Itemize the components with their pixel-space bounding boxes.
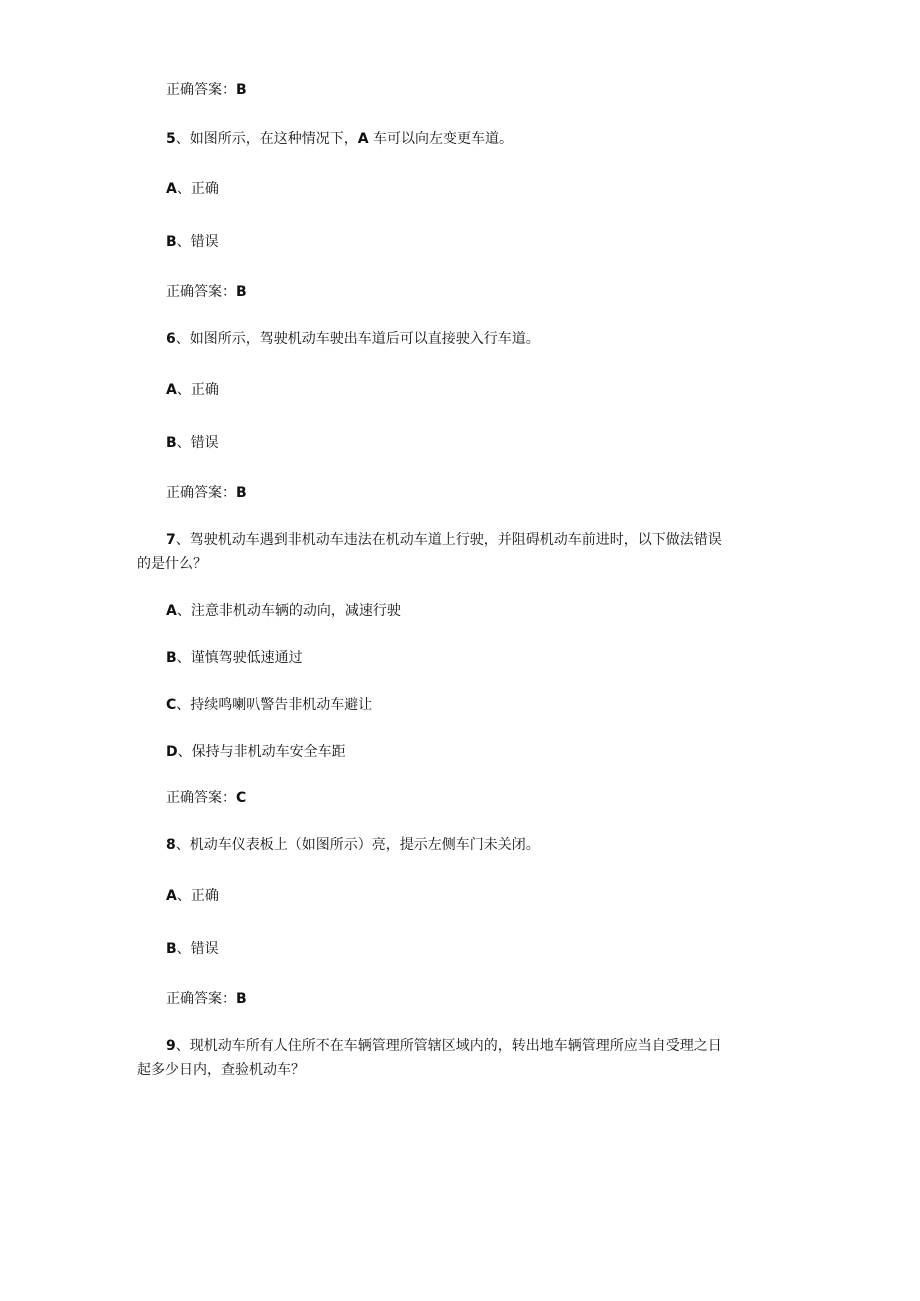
question-text: 起多少日内，查验机动车？ (137, 1062, 305, 1078)
option-letter: B (166, 435, 177, 451)
answer-letter: B (236, 82, 247, 98)
separator: 、 (175, 131, 190, 147)
question-8 (166, 835, 540, 855)
answer-line (166, 80, 247, 100)
separator: 、 (176, 234, 191, 250)
option-letter: B (166, 650, 177, 666)
answer-label: 正确答案： (166, 991, 236, 1007)
question-5 (166, 129, 513, 149)
option-a (166, 380, 219, 400)
option-letter: A (166, 181, 177, 197)
option-a (166, 179, 219, 199)
separator: 、 (176, 603, 191, 619)
question-9 (166, 1036, 722, 1056)
separator: 、 (176, 941, 191, 957)
option-text: 保持与非机动车安全车距 (191, 744, 346, 760)
answer-label: 正确答案： (166, 485, 236, 501)
question-7 (166, 530, 722, 550)
option-b (166, 232, 219, 252)
separator: 、 (176, 697, 191, 713)
option-letter: A (166, 603, 177, 619)
answer-letter: B (236, 485, 247, 501)
option-text: 正确 (190, 888, 219, 904)
option-letter: C (166, 697, 177, 713)
separator: 、 (176, 650, 191, 666)
question-6 (166, 329, 540, 349)
answer-line (166, 989, 247, 1009)
option-text: 持续鸣喇叭警告非机动车避让 (190, 697, 373, 713)
question-text-bold: A (357, 131, 369, 147)
option-letter: D (166, 744, 178, 760)
question-text: 驾驶机动车遇到非机动车违法在机动车道上行驶，并阻碍机动车前进时，以下做法错误 (189, 532, 722, 548)
question-text: 机动车仪表板上（如图所示）亮，提示左侧车门未关闭。 (189, 837, 540, 853)
separator: 、 (176, 435, 191, 451)
separator: 、 (176, 382, 191, 398)
option-letter: A (166, 888, 177, 904)
question-text: 如图所示，在这种情况下， (189, 131, 358, 147)
answer-letter: B (236, 991, 247, 1007)
question-number: 5 (166, 131, 176, 147)
separator: 、 (176, 888, 191, 904)
option-a (166, 886, 219, 906)
option-a (166, 601, 401, 621)
answer-line (166, 483, 247, 503)
option-letter: B (166, 941, 177, 957)
question-number: 9 (166, 1038, 176, 1054)
question-number: 8 (166, 837, 176, 853)
option-letter: A (166, 382, 177, 398)
option-text: 注意非机动车辆的动向，减速行驶 (190, 603, 401, 619)
option-text: 谨慎驾驶低速通过 (190, 650, 303, 666)
question-text: 车可以向左变更车道。 (368, 131, 514, 147)
option-b (166, 648, 303, 668)
option-text: 错误 (190, 941, 219, 957)
separator: 、 (175, 331, 190, 347)
answer-letter: B (236, 284, 247, 300)
option-letter: B (166, 234, 177, 250)
answer-line (166, 788, 246, 808)
separator: 、 (176, 181, 191, 197)
separator: 、 (177, 744, 192, 760)
answer-line (166, 282, 247, 302)
option-text: 正确 (190, 382, 219, 398)
answer-label: 正确答案： (166, 790, 236, 806)
question-9-continuation (137, 1060, 305, 1080)
question-number: 7 (166, 532, 176, 548)
answer-letter: C (236, 790, 247, 806)
option-b (166, 939, 219, 959)
question-text: 现机动车所有人住所不在车辆管理所管辖区域内的，转出地车辆管理所应当自受理之日 (189, 1038, 722, 1054)
option-text: 错误 (190, 234, 219, 250)
option-text: 正确 (190, 181, 219, 197)
option-d (166, 742, 346, 762)
answer-label: 正确答案： (166, 82, 236, 98)
question-text: 的是什么？ (137, 556, 207, 572)
separator: 、 (175, 837, 190, 853)
question-7-continuation (137, 554, 207, 574)
separator: 、 (175, 532, 190, 548)
option-c (166, 695, 372, 715)
question-number: 6 (166, 331, 176, 347)
question-text: 如图所示，驾驶机动车驶出车道后可以直接驶入行车道。 (189, 331, 540, 347)
answer-label: 正确答案： (166, 284, 236, 300)
option-text: 错误 (190, 435, 219, 451)
separator: 、 (175, 1038, 190, 1054)
option-b (166, 433, 219, 453)
